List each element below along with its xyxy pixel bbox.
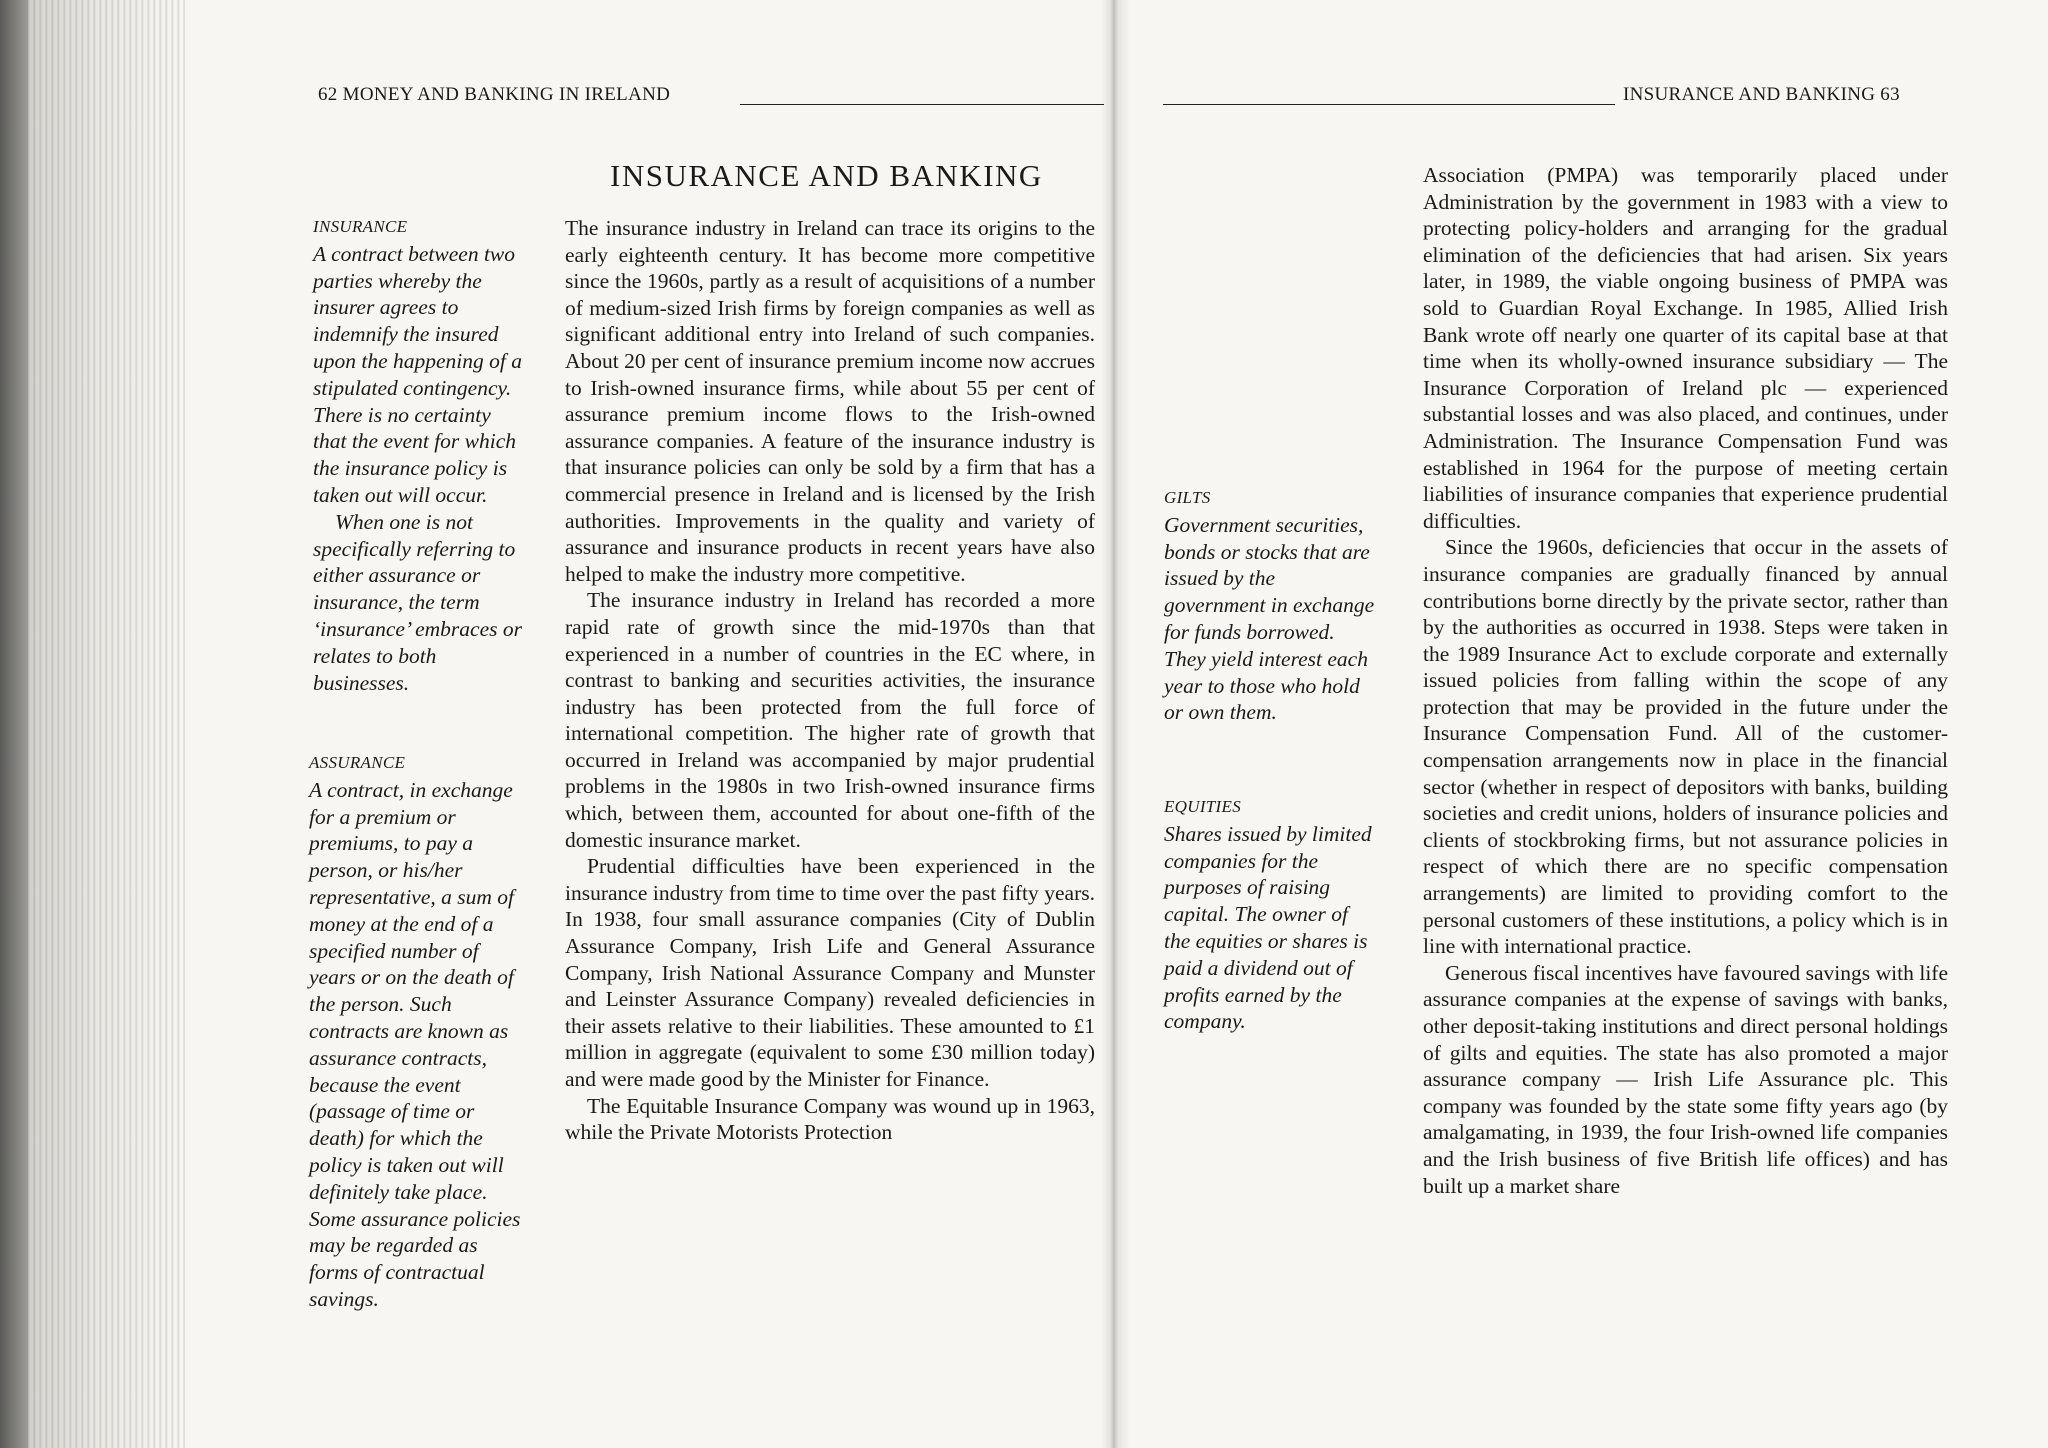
chapter-section-title: INSURANCE AND BANKING xyxy=(610,158,1043,193)
margin-note-line: for funds borrowed. xyxy=(1164,619,1335,644)
margin-note-line: government in exchange xyxy=(1164,593,1375,618)
margin-note-line: relates to both xyxy=(313,643,437,668)
margin-note-line: bonds or stocks that are xyxy=(1164,539,1370,564)
margin-note-line: There is no certainty xyxy=(313,402,491,427)
margin-note-heading: EQUITIES xyxy=(1164,797,1241,816)
margin-note-line: representative, a sum of xyxy=(309,884,515,909)
margin-note-line: specifically referring to xyxy=(313,536,516,561)
margin-note-line: or own them. xyxy=(1164,700,1277,725)
margin-note-line: insurance, the term xyxy=(313,590,480,615)
body-paragraph: Association (PMPA) was temporarily placed under Administration by the government in 1983 with a view to protecting policy-holders and arranging for the gradual elimination of the deficiencies that had arisen. Six years later, in 1989, the viable ongoing business of PMPA was sold to Guardian Royal Exchange. In 1985, Allied Irish Bank wrote off nearly one quarter of its capital base at that time when its wholly-owned insurance subsidiary — The Insurance Corporation of Ireland plc — experienced substantial losses and was also placed, and continues, under Administration. The Insurance Compensation Fund was established in 1964 for the purpose of meeting certain liabilities of insurance companies that experience prudential difficulties. xyxy=(1423,163,1948,533)
margin-note-line: They yield interest each xyxy=(1164,646,1368,671)
margin-note-line: stipulated contingency. xyxy=(313,375,512,400)
margin-note-line: Shares issued by limited xyxy=(1164,821,1372,846)
margin-note-line: contracts are known as xyxy=(309,1018,509,1043)
margin-note-line: forms of contractual xyxy=(309,1260,485,1285)
margin-note-line: parties whereby the xyxy=(313,268,482,293)
margin-note-line: purposes of raising xyxy=(1164,875,1331,900)
margin-note-line: either assurance or xyxy=(313,563,481,588)
margin-note-line: savings. xyxy=(309,1286,379,1311)
margin-note-line: (passage of time or xyxy=(309,1099,475,1124)
margin-note-line: issued by the xyxy=(1164,566,1276,591)
running-head-rule-left xyxy=(740,104,1104,105)
margin-note-line: When one is not xyxy=(335,509,473,534)
margin-note-line: policy is taken out will xyxy=(309,1152,504,1177)
body-paragraph: Generous fiscal incentives have favoured savings with life assurance companies at the expense of savings with banks, other deposit-taking institutions and direct personal holdings of gilts and equities. The state has also promoted a major assurance company — Irish Life Assurance plc. This company was founded by the state some fifty years ago (by amalgamating, in 1939, the four Irish-owned life companies and the Irish business of five British life offices) and has built up a market share xyxy=(1423,960,1948,1198)
margin-note-line: upon the happening of a xyxy=(313,348,523,373)
running-head-left: 62 MONEY AND BANKING IN IRELAND xyxy=(318,84,671,105)
body-paragraph: Since the 1960s, deficiencies that occur in the assets of insurance companies are gradually financed by annual contributions borne directly by the private sector, rather than by the authorities as occurred in 1938. Steps were taken in the 1989 Insurance Act to exclude corporate and externally issued policies from falling within the scope of any protection that may be provided in the future under the Insurance Compensation Fund. All of the customer-compensation arrangements now in place in the financial sector (whether in respect of depositors with banks, building societies and credit unions, holders of insurance policies and clients of stockbroking firms, but not assurance policies in respect of which there are no specific compensation arrangements) are limited to providing comfort to the personal customers of these institutions, a policy which is in line with international practice. xyxy=(1423,535,1948,959)
margin-note-line: the equities or shares is xyxy=(1164,928,1368,953)
margin-note-line: Some assurance policies xyxy=(309,1206,521,1231)
margin-note-line: ‘insurance’ embraces or xyxy=(313,616,522,641)
margin-note-line: company. xyxy=(1164,1009,1246,1034)
margin-note-line: profits earned by the xyxy=(1164,982,1342,1007)
margin-note-line: assurance contracts, xyxy=(309,1045,487,1070)
margin-note-line: indemnify the insured xyxy=(313,322,499,347)
margin-note-line: death) for which the xyxy=(309,1126,483,1151)
margin-note-line: premiums, to pay a xyxy=(309,831,474,856)
margin-note-line: person, or his/her xyxy=(309,858,463,883)
margin-note-equities xyxy=(1164,794,1372,1035)
margin-note-heading: ASSURANCE xyxy=(309,753,406,772)
margin-note-line: for a premium or xyxy=(309,804,456,829)
margin-note-insurance xyxy=(313,214,522,696)
margin-note-line: Government securities, xyxy=(1164,512,1364,537)
margin-note-line: may be regarded as xyxy=(309,1233,478,1258)
margin-note-line: definitely take place. xyxy=(309,1179,488,1204)
margin-note-line: year to those who hold xyxy=(1164,673,1360,698)
body-text-right xyxy=(1423,162,1948,1199)
margin-note-line: capital. The owner of xyxy=(1164,902,1348,927)
running-head-rule-right xyxy=(1163,104,1615,105)
margin-note-line: insurer agrees to xyxy=(313,295,459,320)
body-paragraph: The Equitable Insurance Company was wound up in 1963, while the Private Motorists Protection xyxy=(565,1093,1095,1145)
margin-note-line: businesses. xyxy=(313,670,410,695)
body-paragraph: The insurance industry in Ireland has recorded a more rapid rate of growth since the mid-1970s than that experienced in a number of countries in the EC where, in contrast to banking and securities activities, the insurance industry has been protected from the full force of international competition. The higher rate of growth that occurred in Ireland was accompanied by major prudential problems in the 1980s in two Irish-owned insurance firms which, between them, accounted for about one-fifth of the domestic insurance market. xyxy=(565,588,1095,852)
body-text-left xyxy=(565,215,1095,1146)
running-head-right: INSURANCE AND BANKING 63 xyxy=(1623,84,1900,105)
margin-note-heading: GILTS xyxy=(1164,488,1211,507)
margin-note-line: companies for the xyxy=(1164,848,1319,873)
body-paragraph: Prudential difficulties have been experienced in the insurance industry from time to time over the past fifty years. In 1938, four small assurance companies (City of Dublin Assurance Company, Irish Life and General Assurance Company, Irish National Assurance Company and Munster and Leinster Assurance Company) revealed deficiencies in their assets relative to their liabilities. These amounted to £1 million in aggregate (equivalent to some £30 million today) and were made good by the Minister for Finance. xyxy=(565,854,1095,1091)
margin-note-line: taken out will occur. xyxy=(313,482,488,507)
margin-note-line: years or on the death of xyxy=(309,965,514,990)
margin-note-line: A contract between two xyxy=(313,241,516,266)
margin-note-line: paid a dividend out of xyxy=(1164,955,1353,980)
margin-note-line: that the event for which xyxy=(313,429,517,454)
margin-note-assurance xyxy=(309,750,520,1313)
margin-note-line: money at the end of a xyxy=(309,911,494,936)
margin-note-gilts xyxy=(1164,485,1374,726)
margin-note-line: because the event xyxy=(309,1072,461,1097)
body-paragraph: The insurance industry in Ireland can trace its origins to the early eighteenth century. It has become more competitive since the 1960s, partly as a result of acquisitions of a number of medium-sized Irish firms by foreign companies as well as significant additional entry into Ireland of such companies. About 20 per cent of insurance premium income now accrues to Irish-owned insurance firms, while about 55 per cent of assurance premium income flows to the Irish-owned assurance companies. A feature of the insurance industry is that insurance policies can only be sold by a firm that has a commercial presence in Ireland and is licensed by the Irish authorities. Improvements in the quality and variety of assurance and insurance products in recent years have also helped to make the industry more competitive. xyxy=(565,216,1095,586)
margin-note-heading: INSURANCE xyxy=(313,217,408,236)
margin-note-line: specified number of xyxy=(309,938,479,963)
margin-note-line: A contract, in exchange xyxy=(309,777,513,802)
margin-note-line: the insurance policy is xyxy=(313,456,508,481)
margin-note-line: the person. Such xyxy=(309,992,452,1017)
